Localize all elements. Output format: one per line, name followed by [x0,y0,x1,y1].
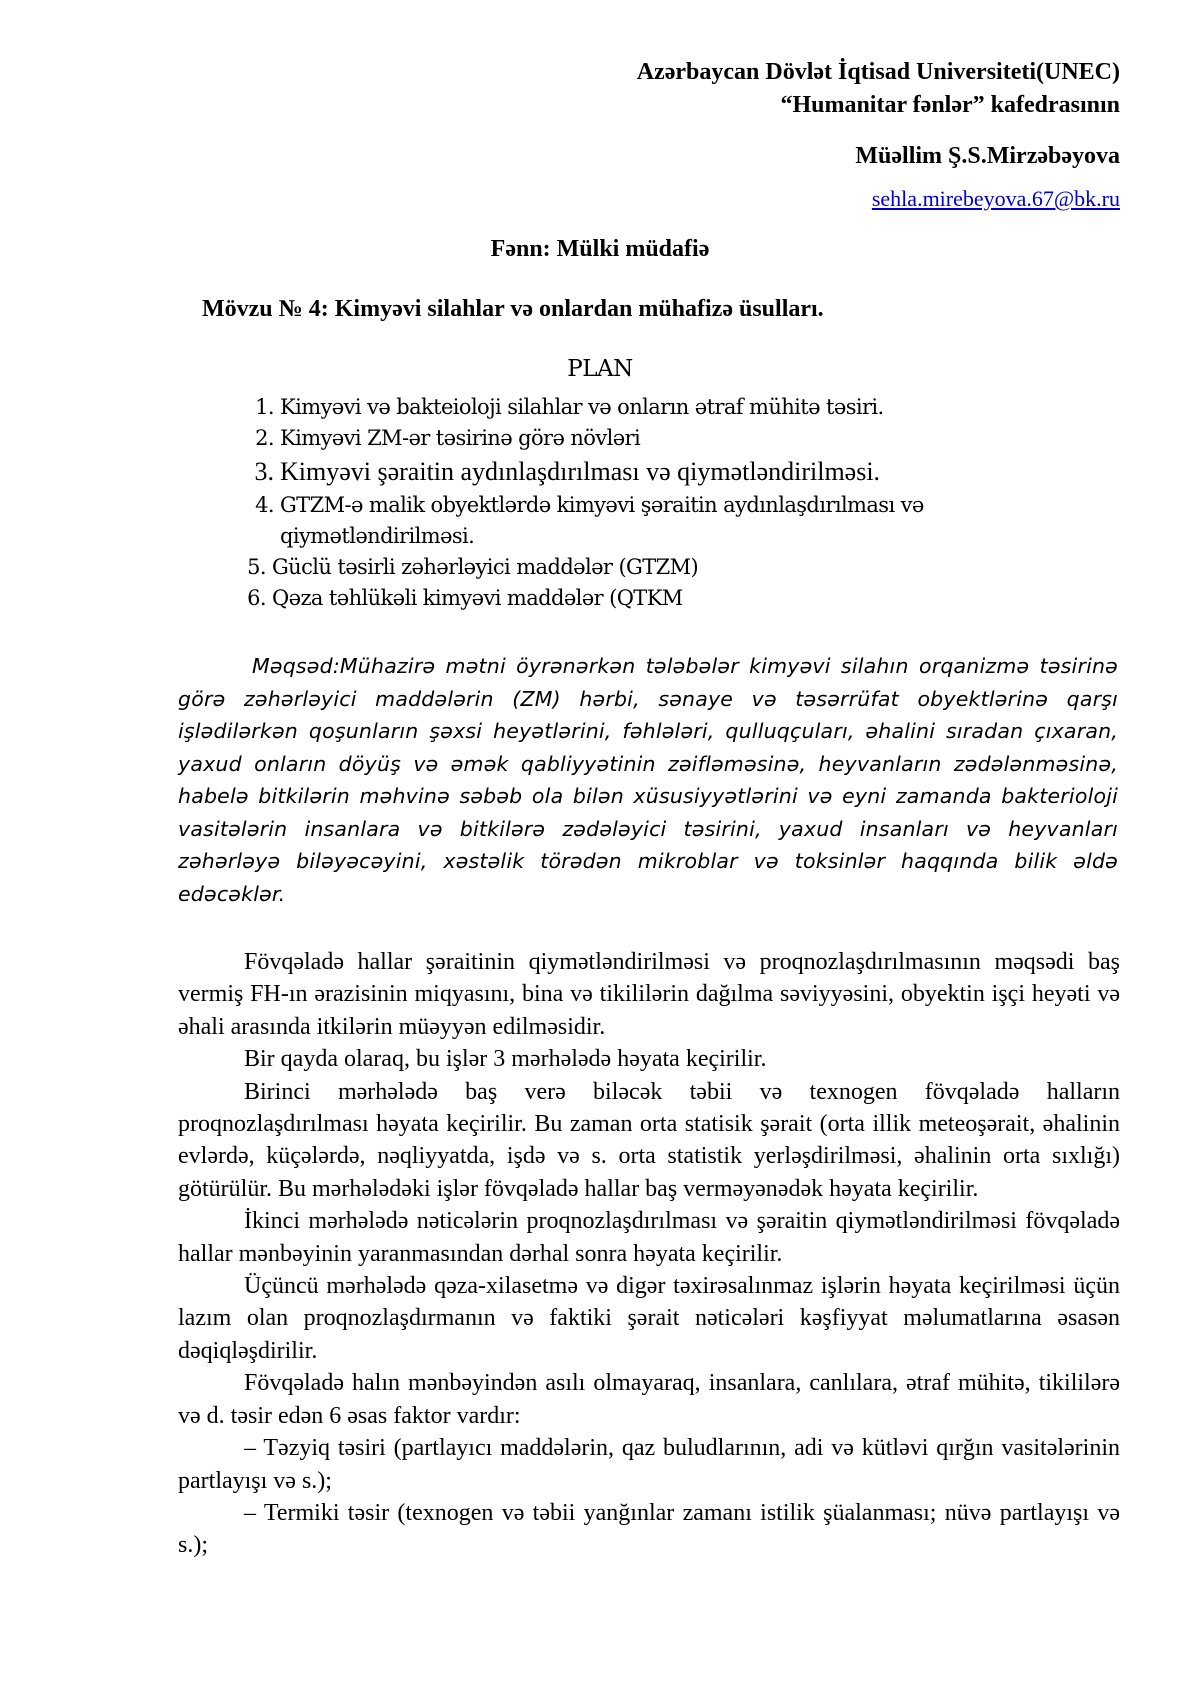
paragraph: Fövqəladə hallar şəraitinin qiymətləndirilməsi və proqnozlaşdırılmasının məqsədi baş vermiş FH-ın ərazisinin miqyasını, bina və tikililərin dağılma səviyyəsini, obyektin işçi heyəti və əhali arasında itkilərin müəyyən edilməsidir. [178,949,1120,1040]
paragraph: Üçüncü mərhələdə qəza-xilasetmə və digər təxirəsalınmaz işlərin həyata keçirilməsi üçün lazım olan proqnozlaşdırmanın və faktiki şərait nəticələri kəşfiyyat məlumatlarına əsasən dəqiqləşdirilir. [178,1273,1120,1364]
paragraph: İkinci mərhələdə nəticələrin proqnozlaşdırılması və şəraitin qiymətləndirilməsi fövqəladə hallar mənbəyinin yaranmasından dərhal sonra həyata keçirilir. [178,1208,1120,1267]
list-paragraph: – Təzyiq təsiri (partlayıcı maddələrin, qaz buludlarının, adi və kütləvi qırğın vasitələrinin partlayışı və s.); [178,1435,1120,1494]
department-name: “Humanitar fənlər” kafedrasının [780,92,1120,118]
topic-title: Mövzu № 4: Kimyəvi silahlar və onlardan mühafizə üsulları. [202,296,824,322]
list-paragraph: – Termiki təsir (texnogen və təbii yanğınlar zamanı istilik şüalanması; nüvə partlayışı və s.); [178,1499,1120,1559]
plan-item: 3. Kimyəvi şəraitin aydınlaşdırılması və qiymətləndirilməsi. [254,457,881,486]
plan-item: 2. Kimyəvi ZM-ər təsirinə görə növləri [255,426,641,450]
paragraph: Bir qayda olaraq, bu işlər 3 mərhələdə həyata keçirilir. [244,1046,767,1073]
paragraph: Fövqəladə halın mənbəyindən asılı olmayaraq, insanlara, canlılara, ətraf mühitə, tikililərə və d. təsir edən 6 əsas faktor vardır: [178,1370,1120,1429]
body-text [178,946,1120,1562]
subject-title: Fənn: Mülki müdafiə [490,236,710,262]
email-link[interactable]: sehla.mirebeyova.67@bk.ru [871,186,1120,211]
teacher-name: Müəllim Ş.S.Mirzəbəyova [855,143,1120,169]
university-name: Azərbaycan Dövlət İqtisad Universiteti(UNEC) [636,59,1120,85]
plan-item: 1. Kimyəvi və bakteioloji silahlar və onların ətraf mühitə təsiri. [255,395,884,419]
plan-item: 4. GTZM-ə malik obyektlərdə kimyəvi şəraitin aydınlaşdırılması və qiymətləndirilməsi. [255,493,924,548]
plan-list [240,392,1100,614]
plan-item: 6. Qəza təhlükəli kimyəvi maddələr (QTKM [247,586,683,610]
plan-title: PLAN [567,356,633,382]
goal-paragraph: Məqsəd:Mühazirə mətni öyrənərkən tələbələr kimyəvi silahın orqanizmə təsirinə görə zəhərləyici maddələrin (ZM) hərbi, sənaye və təsərrüfat obyektlərinə qarşı işlədilərkən qoşunların şəxsi heyətlərini, fəhlələri, qulluqçuları, əhalini sıradan çıxaran, yaxud onların döyüş və əmək qabliyyətinin zəifləməsinə, heyvanların zədələnməsinə, habelə bitkilərin məhvinə səbəb ola bilən xüsusiyyətlərini və eyni zamanda bakterioloji vasitələrin insanlara və bitkilərə zədələyici təsirini, yaxud insanları və heyvanları zəhərləyə biləyəcəyini, xəstəlik törədən mikroblar və toksinlər haqqında bilik əldə edəcəklər. [178,654,1118,906]
paragraph: Birinci mərhələdə baş verə biləcək təbii və texnogen fövqəladə halların proqnozlaşdırılması həyata keçirilir. Bu zaman orta statisik şərait (orta illik meteoşərait, əhalinin evlərdə, küçələrdə, nəqliyyatda, işdə və s. orta statistik yerləşdirilməsi, əhalinin orta sıxlığı) götürülür. Bu mərhələdəki işlər fövqəladə hallar baş verməyənədək həyata keçirilir. [178,1078,1120,1202]
plan-item: 5. Güclü təsirli zəhərləyici maddələr (GTZM) [247,555,699,579]
